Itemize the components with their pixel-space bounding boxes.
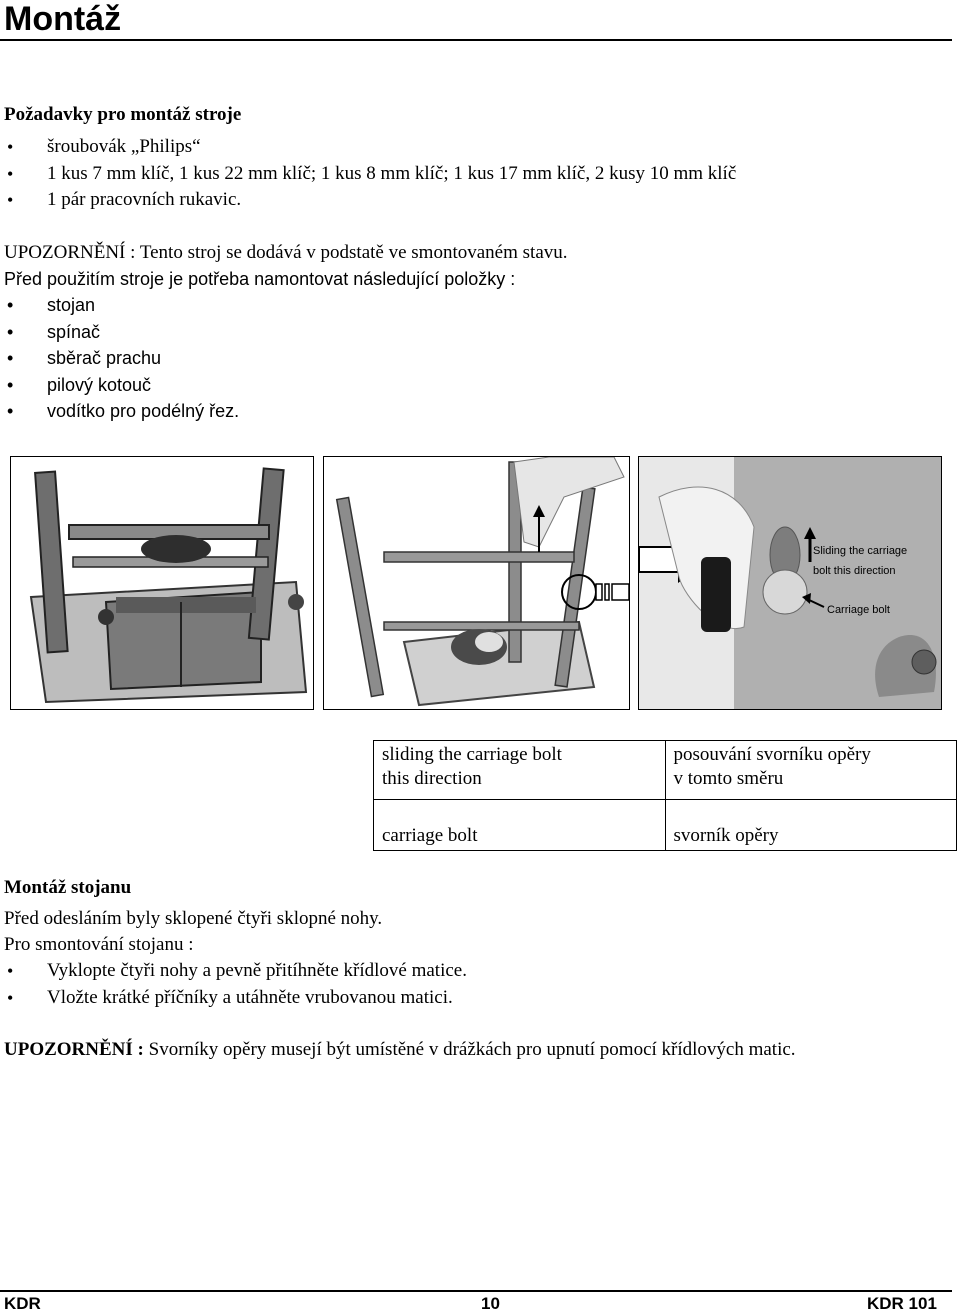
page-title: Montáž (4, 0, 122, 38)
assembly-intro: Před použitím stroje je potřeba namontovat následující položky : (4, 269, 516, 289)
list-item: • Vložte krátké příčníky a utáhněte vrubovanou matici. (4, 985, 467, 1012)
list-item: • sběrač prachu (4, 345, 239, 372)
stand-upright-photo (323, 456, 630, 710)
warning-text: Svorníky opěry musejí být umístěné v drážkách pro upnutí pomocí křídlových matic. (143, 1039, 796, 1060)
footer-divider (0, 1290, 952, 1292)
legend-cell-en: carriage bolt (374, 800, 666, 851)
warning-note-1 (4, 240, 568, 267)
list-item: • 1 kus 7 mm klíč, 1 kus 22 mm klíč; 1 kus 8 mm klíč; 1 kus 17 mm klíč, 2 kusy 10 mm klíč (4, 161, 736, 188)
figure-label-bolt: Carriage bolt (827, 604, 890, 616)
table-row (374, 800, 957, 851)
requirements-list (4, 134, 736, 214)
warning-label: UPOZORNĚNÍ : (4, 1039, 144, 1060)
stand-text-1: Před odesláním byly sklopené čtyři sklopné nohy. (4, 908, 383, 929)
assembly-items-list (4, 292, 239, 425)
stand-folded-photo (10, 456, 314, 710)
figure-label-sliding: Sliding the carriage (813, 545, 908, 557)
stand-upright-illustration (324, 457, 629, 709)
translation-legend-table (373, 740, 957, 851)
list-item: • Vyklopte čtyři nohy a pevně přitíhněte křídlové matice. (4, 958, 467, 985)
stand-steps-list (4, 958, 467, 1011)
footer-left: KDR (4, 1294, 41, 1313)
requirements-heading: Požadavky pro montáž stroje (4, 104, 242, 125)
page-number: 10 (481, 1294, 500, 1313)
legend-text: v tomto směru (673, 768, 784, 789)
list-item: • pilový kotouč (4, 372, 239, 399)
legend-text: this direction (382, 768, 482, 789)
list-item: • spínač (4, 319, 239, 346)
stand-folded-illustration (11, 457, 313, 709)
figure-label-direction: bolt this direction (813, 565, 896, 577)
stand-heading: Montáž stojanu (4, 877, 132, 898)
stand-text-2: Pro smontování stojanu : (4, 934, 194, 955)
legend-cell-cs: svorník opěry (665, 800, 957, 851)
carriage-bolt-closeup-photo (638, 456, 942, 710)
carriage-bolt-closeup-illustration (639, 457, 941, 709)
legend-text: sliding the carriage bolt (382, 744, 562, 765)
warning-text: Tento stroj se dodává v podstatě ve smontovaném stavu. (135, 242, 568, 263)
warning-note-2 (4, 1037, 796, 1064)
table-row (374, 741, 957, 800)
legend-cell-cs (665, 741, 957, 800)
list-item: • stojan (4, 292, 239, 319)
warning-label: UPOZORNĚNÍ : (4, 242, 136, 263)
list-item: • vodítko pro podélný řez. (4, 398, 239, 425)
legend-text: posouvání svorníku opěry (673, 744, 871, 765)
title-divider (0, 39, 952, 41)
footer-right: KDR 101 (867, 1294, 937, 1313)
list-item: • 1 pár pracovních rukavic. (4, 187, 736, 214)
list-item: • šroubovák „Philips“ (4, 134, 736, 161)
legend-cell-en (374, 741, 666, 800)
